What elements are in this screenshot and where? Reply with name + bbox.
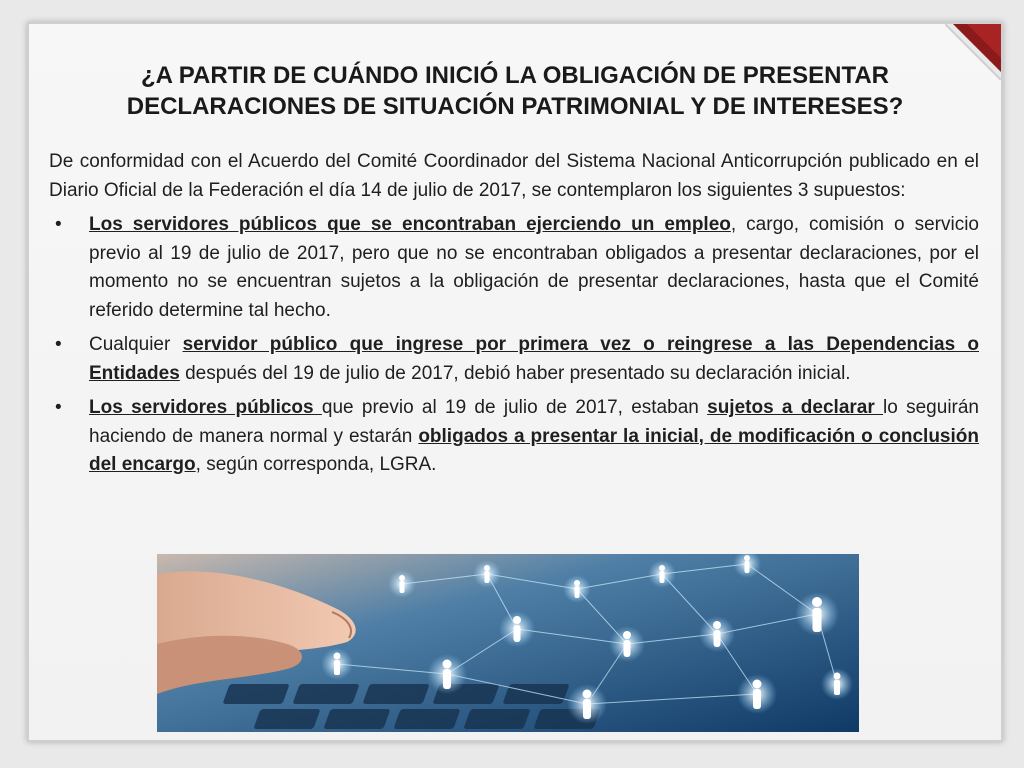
bullet-item-2 — [49, 331, 979, 388]
bullet-icon: • — [55, 214, 62, 235]
bullet-3-underlined-c: obligados a presentar la inicial, de modificación o conclusión del encargo — [89, 425, 979, 475]
bullet-list — [49, 211, 979, 480]
bullet-2-text-a: Cualquier — [89, 334, 183, 355]
slide-body — [49, 148, 979, 486]
bullet-3-underlined-b: sujetos a declarar — [707, 397, 884, 418]
bullet-2-underlined: servidor público que ingrese por primera vez o reingrese a las Dependencias o Entidades — [89, 334, 979, 384]
bullet-3-underlined-a: Los servidores públicos — [89, 397, 322, 418]
bullet-3-text-b: lo seguirán haciendo de manera normal y estarán — [89, 397, 979, 447]
intro-paragraph: De conformidad con el Acuerdo del Comité Coordinador del Sistema Nacional Anticorrupción publicado en el Diario Oficial de la Federación el día 14 de julio de 2017, se contemplaron los siguientes 3 supuestos: — [49, 151, 979, 201]
bullet-item-1 — [49, 211, 979, 325]
bullet-2-text-b: después del 19 de julio de 2017, debió haber presentado su declaración inicial. — [179, 362, 851, 384]
photo-illustration — [157, 554, 859, 732]
bullet-1-underlined: Los servidores públicos que se encontraban ejerciendo un empleo — [89, 214, 731, 235]
slide-frame — [27, 22, 1003, 742]
slide-title: ¿A PARTIR DE CUÁNDO INICIÓ LA OBLIGACIÓN DE PRESENTAR DECLARACIONES DE SITUACIÓN PATRIMONIAL Y DE INTERESES? — [126, 62, 904, 120]
bullet-icon: • — [55, 334, 62, 355]
bullet-3-text-a: que previo al 19 de julio de 2017, estaban — [321, 397, 708, 418]
network-keyboard-photo — [157, 554, 859, 732]
bullet-1-text: , cargo, comisión o servicio previo al 19 de julio de 2017, pero que no se encontraban obligados a presentar declaraciones, por el momento no se encuentran sujetos a la obligación de presentar declaraciones, hasta que el Comité referido determine tal hecho. — [89, 214, 979, 321]
bullet-3-text-c: , según corresponda, LGRA. — [195, 454, 437, 475]
bullet-icon: • — [55, 397, 62, 418]
bullet-item-3 — [49, 394, 979, 480]
